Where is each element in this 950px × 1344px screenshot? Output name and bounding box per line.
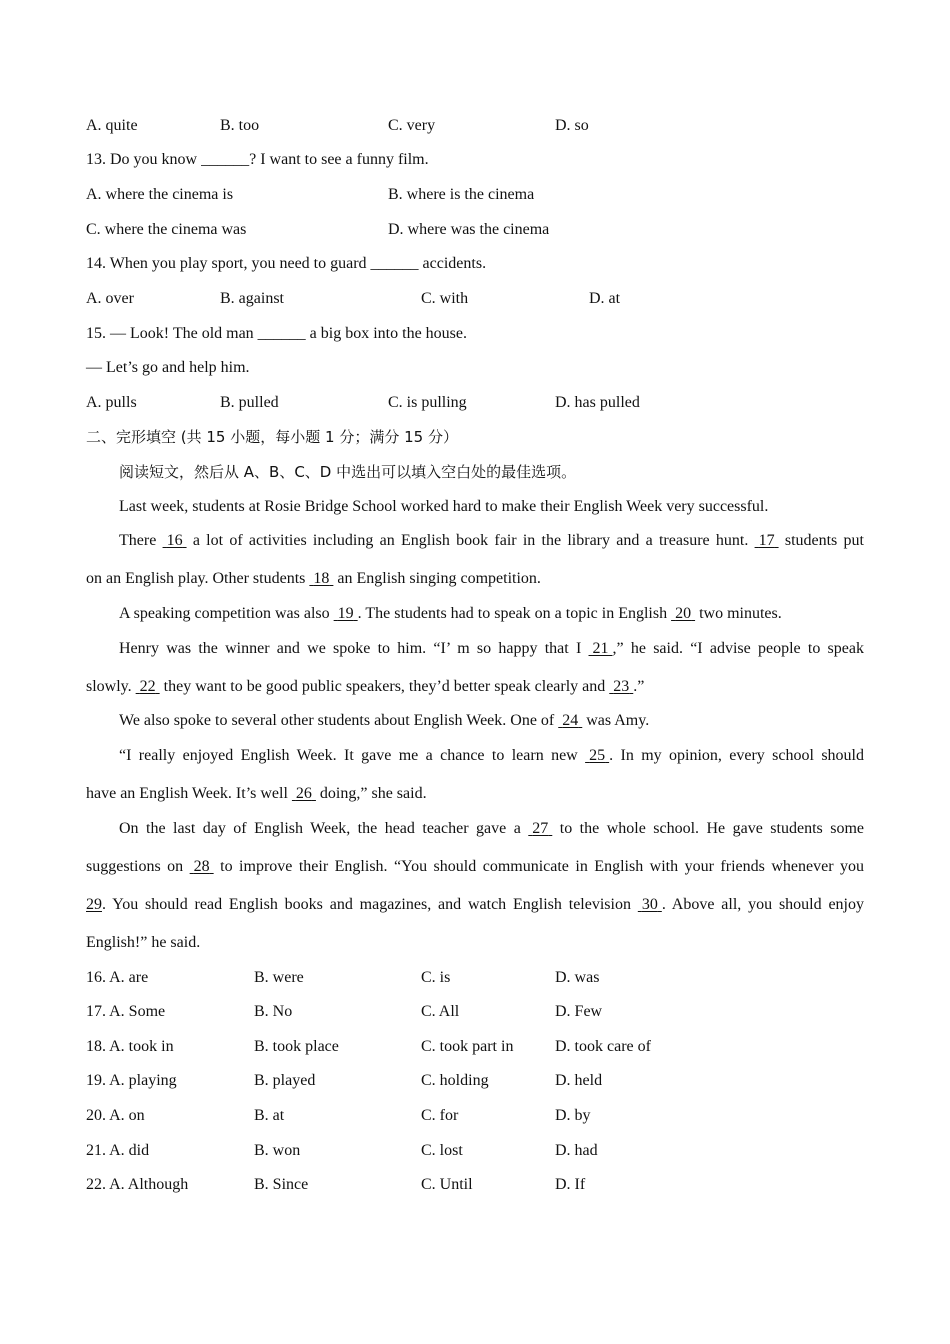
q20-option-a: 20. A. on xyxy=(86,1107,145,1124)
q12-option-d: D. so xyxy=(555,117,589,134)
q13-option-a: A. where the cinema is xyxy=(86,186,234,203)
q19-option-c: C. holding xyxy=(421,1072,489,1089)
blank-21: 21 xyxy=(592,640,609,657)
blank-27: 27 xyxy=(532,820,549,837)
passage-paragraph-2-line-2: on an English play. Other students 18 an English singing competition. xyxy=(86,570,541,587)
q12-option-c: C. very xyxy=(388,117,436,134)
q19-option-a: 19. A. playing xyxy=(86,1072,177,1089)
q13-option-c: C. where the cinema was xyxy=(86,221,247,238)
q15-stem: 15. — Look! The old man ______ a big box into the house. xyxy=(86,325,467,342)
passage-paragraph-1: Last week, students at Rosie Bridge School worked hard to make their English Week very successful. xyxy=(119,498,769,515)
q20-option-c: C. for xyxy=(421,1107,459,1124)
q15-option-b: B. pulled xyxy=(220,394,279,411)
q18-option-c: C. took part in xyxy=(421,1038,514,1055)
blank-22: 22 xyxy=(139,678,156,695)
passage-paragraph-6-line-1: “I really enjoyed English Week. It gave me a chance to learn new 25 . In my opinion, every school should xyxy=(119,747,864,764)
q14-stem: 14. When you play sport, you need to guard ______ accidents. xyxy=(86,255,487,272)
q18-option-a: 18. A. took in xyxy=(86,1038,174,1055)
q15-option-a: A. pulls xyxy=(86,394,137,411)
q16-option-d: D. was xyxy=(555,969,600,986)
q21-option-c: C. lost xyxy=(421,1142,463,1159)
q14-option-c: C. with xyxy=(421,290,469,307)
blank-19: 19 xyxy=(337,605,354,622)
q14-option-d: D. at xyxy=(589,290,621,307)
blank-17: 17 xyxy=(758,532,775,549)
q13-option-d: D. where was the cinema xyxy=(388,221,550,238)
blank-26: 26 xyxy=(295,785,312,802)
q18-option-d: D. took care of xyxy=(555,1038,651,1055)
section-instruction: 阅读短文，然后从 A、B、C、D 中选出可以填入空白处的最佳选项。 xyxy=(119,463,577,481)
passage-paragraph-6-line-2: have an English Week. It’s well 26 doing,” she said. xyxy=(86,785,427,802)
section-heading: 二、完形填空 (共 15 小题，每小题 1 分；满分 15 分） xyxy=(86,428,458,446)
q17-option-b: B. No xyxy=(254,1003,293,1020)
q13-stem: 13. Do you know ______? I want to see a funny film. xyxy=(86,151,429,168)
passage-paragraph-7-line-2: suggestions on 28 to improve their English. “You should communicate in English with your friends whenever you xyxy=(86,858,864,875)
q22-option-b: B. Since xyxy=(254,1176,309,1193)
blank-18: 18 xyxy=(313,570,330,587)
passage-paragraph-4-line-2: slowly. 22 they want to be good public speakers, they’d better speak clearly and 23 .” xyxy=(86,678,645,695)
passage-paragraph-7-line-1: On the last day of English Week, the head teacher gave a 27 to the whole school. He gave students some xyxy=(119,820,865,837)
q16-option-a: 16. A. are xyxy=(86,969,149,986)
q22-option-d: D. If xyxy=(555,1176,586,1193)
q15-option-c: C. is pulling xyxy=(388,394,467,411)
q15-option-d: D. has pulled xyxy=(555,394,640,411)
q13-option-b: B. where is the cinema xyxy=(388,186,535,203)
q19-option-d: D. held xyxy=(555,1072,603,1089)
q14-option-a: A. over xyxy=(86,290,134,307)
q18-option-b: B. took place xyxy=(254,1038,339,1055)
q17-option-c: C. All xyxy=(421,1003,460,1020)
q20-option-b: B. at xyxy=(254,1107,285,1124)
q21-option-a: 21. A. did xyxy=(86,1142,150,1159)
passage-paragraph-4-line-1: Henry was the winner and we spoke to him. “I’ m so happy that I 21 ,” he said. “I advise people to speak xyxy=(119,640,864,657)
passage-paragraph-5: We also spoke to several other students about English Week. One of 24 was Amy. xyxy=(119,712,650,729)
blank-25: 25 xyxy=(589,747,606,764)
blank-20: 20 xyxy=(675,605,692,622)
blank-28: 28 xyxy=(193,858,210,875)
passage-paragraph-7-line-4: English!” he said. xyxy=(86,934,201,951)
passage-paragraph-3: A speaking competition was also 19 . The students had to speak on a topic in English 20 two minutes. xyxy=(119,605,782,622)
q14-option-b: B. against xyxy=(220,290,284,307)
q16-option-c: C. is xyxy=(421,969,451,986)
q20-option-d: D. by xyxy=(555,1107,591,1124)
passage-paragraph-7-line-3: 29. You should read English books and magazines, and watch English television 30 . Above all, you should enjoy xyxy=(86,896,865,913)
q12-option-a: A. quite xyxy=(86,117,138,134)
q12-option-b: B. too xyxy=(220,117,260,134)
q17-option-a: 17. A. Some xyxy=(86,1003,166,1020)
q15-reply: — Let’s go and help him. xyxy=(86,359,250,376)
q22-option-a: 22. A. Although xyxy=(86,1176,189,1193)
q21-option-b: B. won xyxy=(254,1142,301,1159)
q22-option-c: C. Until xyxy=(421,1176,473,1193)
blank-24: 24 xyxy=(562,712,579,729)
blank-30: 30 xyxy=(641,896,658,913)
q19-option-b: B. played xyxy=(254,1072,316,1089)
passage-paragraph-2-line-1: There 16 a lot of activities including an English book fair in the library and a treasure hunt. 17 students put xyxy=(119,532,864,549)
blank-29: 29 xyxy=(86,896,102,913)
blank-23: 23 xyxy=(613,678,630,695)
q21-option-d: D. had xyxy=(555,1142,598,1159)
q17-option-d: D. Few xyxy=(555,1003,603,1020)
q16-option-b: B. were xyxy=(254,969,304,986)
blank-16: 16 xyxy=(166,532,183,549)
